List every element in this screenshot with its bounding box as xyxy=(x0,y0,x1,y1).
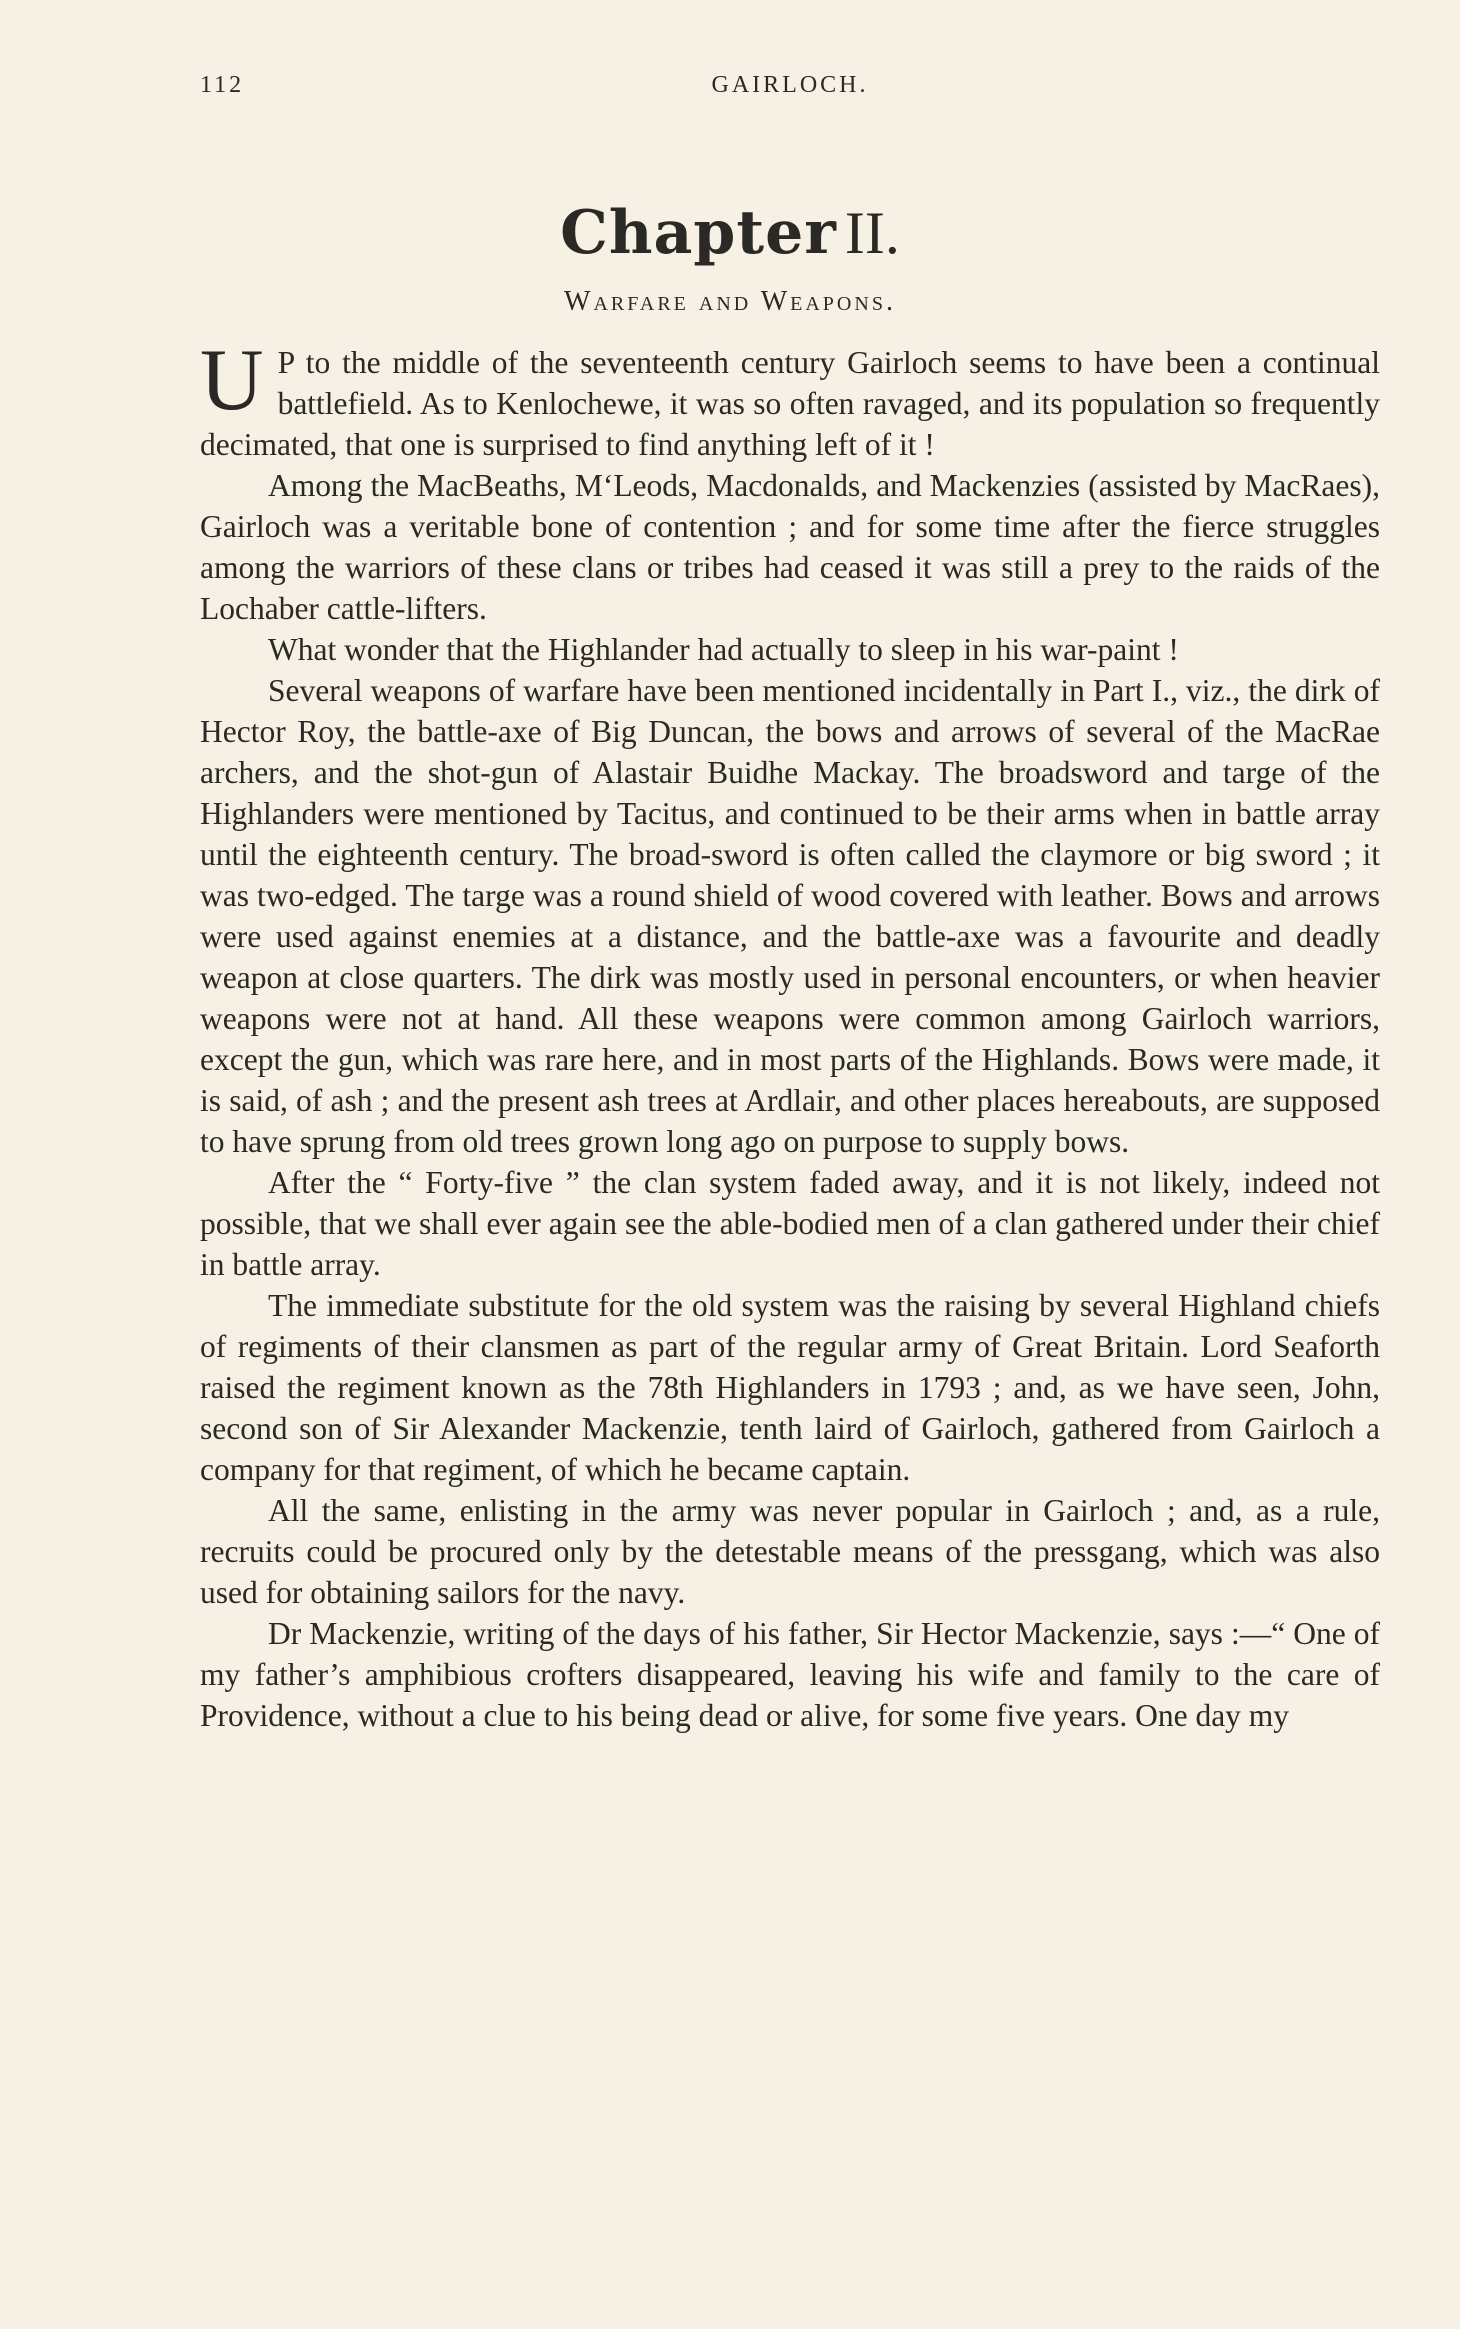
paragraph-6: The immediate substitute for the old system was the raising by several Highland chiefs of regiments of their clansmen as part of the regular army of Great Britain. Lord Seaforth raised the regiment known as the 78th Highlanders in 1793 ; and, as we have seen, John, second son of Sir Alexander Mackenzie, tenth laird of Gairloch, gathered from Gairloch a company for that regiment, of which he became captain. xyxy=(200,1288,1380,1487)
running-title: GAIRLOCH. xyxy=(711,72,869,98)
paragraph-7: All the same, enlisting in the army was never popular in Gairloch ; and, as a rule, recruits could be procured only by the detestable means of the pressgang, which was also used for obtaining sailors for the navy. xyxy=(200,1493,1380,1610)
paragraph-1 xyxy=(200,332,1380,465)
paragraph-1-text: P to the middle of the seventeenth century Gairloch seems to have been a continual battlefield. As to Kenlochewe, it was so often ravaged, and its population so frequently decimated, that one is surprised to find anything left of it ! xyxy=(200,345,1380,462)
running-head xyxy=(200,72,1380,112)
paragraph-4: Several weapons of warfare have been mentioned incidentally in Part I., viz., the dirk of Hector Roy, the battle-axe of Big Duncan, the bows and arrows of several of the MacRae archers, and the shot-gun of Alastair Buidhe Mackay. The broadsword and targe of the Highlanders were mentioned by Tacitus, and continued to be their arms when in battle array until the eighteenth century. The broad-sword is often called the claymore or big sword ; it was two-edged. The targe was a round shield of wood covered with leather. Bows and arrows were used against enemies at a distance, and the battle-axe was a favourite and deadly weapon at close quarters. The dirk was mostly used in personal encounters, or when heavier weapons were not at hand. All these weapons were common among Gairloch warriors, except the gun, which was rare here, and in most parts of the Highlands. Bows were made, it is said, of ash ; and the present ash trees at Ardlair, and other places hereabouts, are supposed to have sprung from old trees grown long ago on purpose to supply bows. xyxy=(200,673,1380,1159)
drop-cap: U xyxy=(200,332,264,429)
paragraph-5: After the “ Forty-five ” the clan system faded away, and it is not likely, indeed not possible, that we shall ever again see the able-bodied men of a clan gathered under their chief in battle array. xyxy=(200,1165,1380,1282)
paragraph-2: Among the MacBeaths, M‘Leods, Macdonalds, and Mackenzies (assisted by MacRaes), Gairloch was a veritable bone of contention ; and for some time after the fierce struggles among the warriors of these clans or tribes had ceased it was still a prey to the raids of the Lochaber cattle-lifters. xyxy=(200,468,1380,626)
chapter-subtitle: Warfare and Weapons. xyxy=(564,286,896,317)
body-text xyxy=(200,332,1380,1736)
chapter-word: Chapter xyxy=(560,198,837,268)
paragraph-8: Dr Mackenzie, writing of the days of his father, Sir Hector Mackenzie, says :—“ One of my father’s amphibious crofters disappeared, leaving his wife and family to the care of Providence, without a clue to his being dead or alive, for some five years. One day my xyxy=(200,1616,1380,1733)
chapter-number: II. xyxy=(844,200,900,266)
chapter-heading xyxy=(0,198,1460,268)
page-number: 112 xyxy=(200,72,245,98)
paragraph-3: What wonder that the Highlander had actually to sleep in his war-paint ! xyxy=(268,632,1179,667)
